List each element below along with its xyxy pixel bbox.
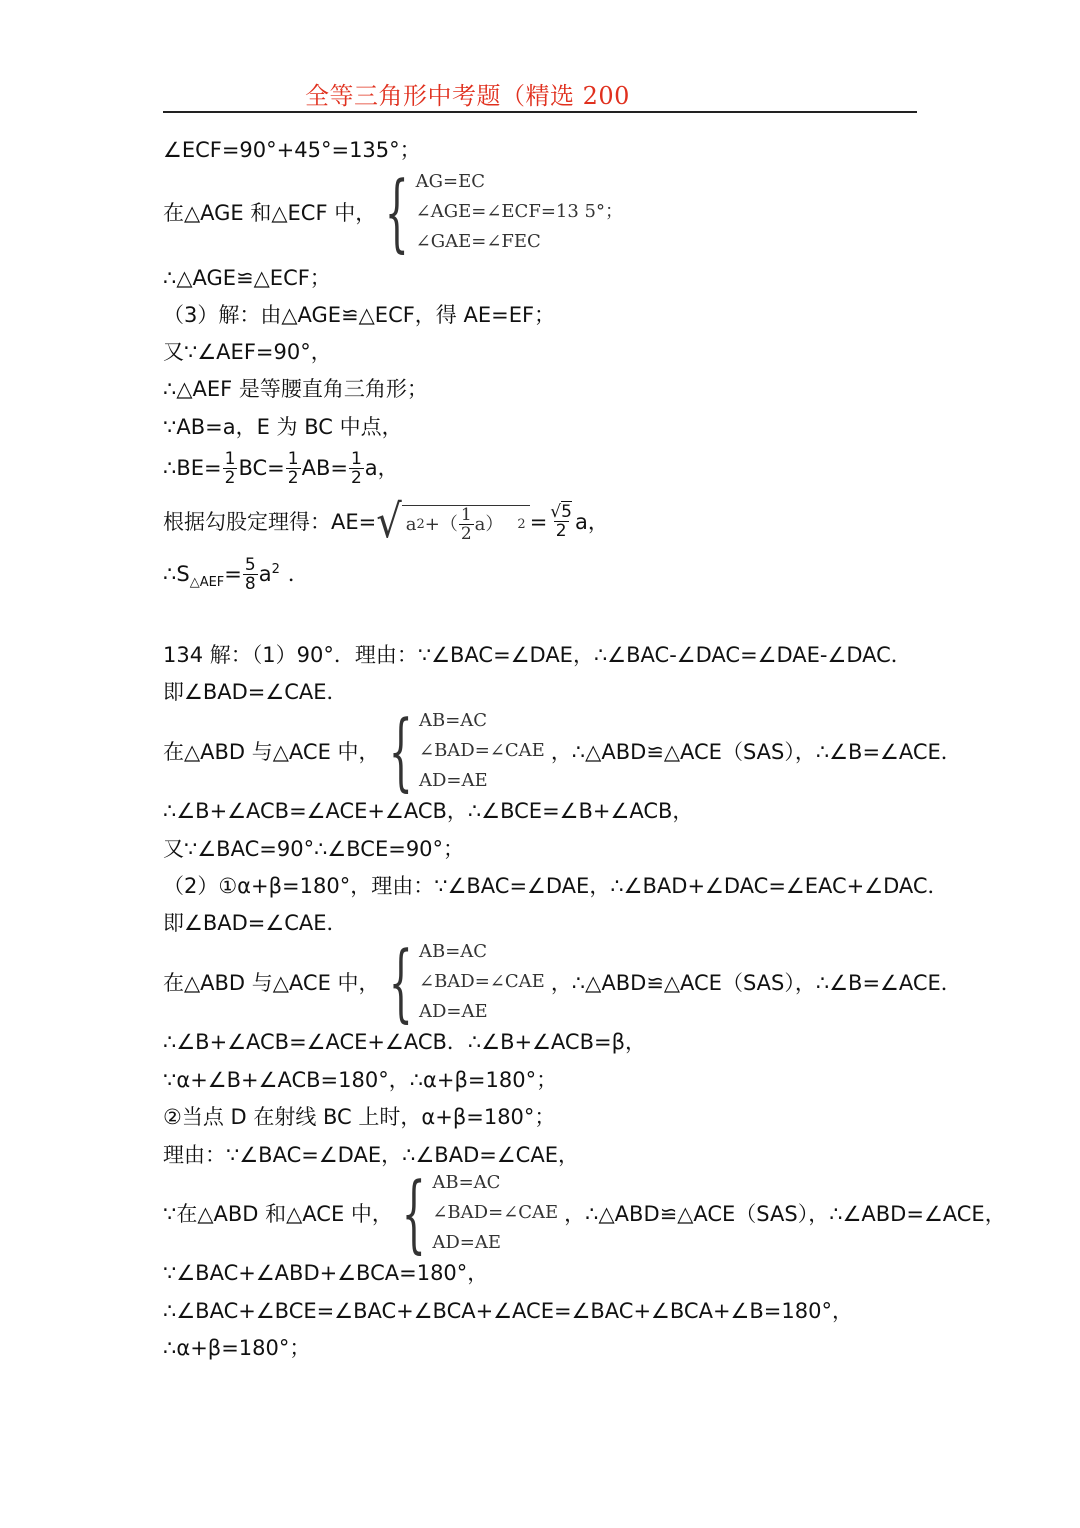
equation-system <box>397 1164 559 1262</box>
equation-list <box>416 167 623 257</box>
fraction <box>223 451 238 487</box>
text-fragment: a， <box>364 456 399 480</box>
text-fragment: ，∴△ABD≌△ACE（SAS），∴∠ABD=∠ACE， <box>564 1202 1006 1226</box>
denominator: 2 <box>350 468 362 488</box>
radical-line <box>163 494 609 550</box>
text-fragment: +（ <box>424 514 458 535</box>
equation-item: ∠AGE=∠ECF=13 5°； <box>415 201 623 222</box>
radical-icon: √ <box>376 495 402 549</box>
numerator: 1 <box>287 449 299 469</box>
equation-item: AB=AC <box>418 941 488 962</box>
numerator: 1 <box>350 449 362 469</box>
text-line: ∵α+∠B+∠ACB=180°，∴α+β=180°； <box>163 1068 558 1092</box>
header-divider <box>163 111 917 113</box>
text-fragment: 根据勾股定理得：AE= <box>163 510 377 534</box>
text-fragment: ∵在△ABD 和△ACE 中， <box>163 1202 393 1226</box>
denominator: 2 <box>224 468 236 488</box>
fraction <box>548 504 574 540</box>
text-line: ∴∠B+∠ACB=∠ACE+∠ACB，∴∠BCE=∠B+∠ACB， <box>163 799 694 823</box>
equation-item: ∠BAD=∠CAE <box>432 1202 559 1223</box>
fraction <box>349 451 364 487</box>
text-fragment: ∴S <box>163 562 190 586</box>
text-line: ∴△AGE≌△ECF； <box>163 266 331 290</box>
denominator: 2 <box>555 521 567 541</box>
text-line: ∵∠BAC+∠ABD+∠BCA=180°， <box>163 1261 489 1285</box>
equation-item: AB=AC <box>418 710 488 731</box>
equation-list <box>419 706 545 796</box>
equation-list <box>432 1168 558 1258</box>
text-fragment: = <box>224 562 242 586</box>
equation-item: ∠BAD=∠CAE <box>418 740 545 761</box>
text-line: ∠ECF=90°+45°=135°； <box>163 138 421 162</box>
text-fragment: 在△AGE 和△ECF 中， <box>163 201 377 225</box>
fraction <box>286 451 301 487</box>
equation-item: ∠GAE=∠FEC <box>415 231 541 252</box>
text-line: ②当点 D 在射线 BC 上时，α+β=180°； <box>163 1105 556 1129</box>
numerator: 1 <box>460 505 472 525</box>
equation-item: AD=AE <box>418 1001 488 1022</box>
text-fragment: BC= <box>238 456 285 480</box>
numerator: 5 <box>244 555 256 575</box>
fraction <box>459 507 474 543</box>
fraction-line <box>163 446 399 490</box>
text-line: ∴∠BAC+∠BCE=∠BAC+∠BCA+∠ACE=∠BAC+∠BCA+∠B=180°， <box>163 1299 853 1323</box>
text-fragment: ∴BE= <box>163 456 222 480</box>
text-line: 即∠BAD=∠CAE． <box>163 680 348 704</box>
equation-system-line <box>163 1165 1006 1261</box>
text-fragment: ，∴△ABD≌△ACE（SAS），∴∠B=∠ACE． <box>550 740 962 764</box>
text-fragment: = <box>529 510 548 534</box>
text-fragment: AB= <box>301 456 348 480</box>
text-fragment: ，∴△ABD≌△ACE（SAS），∴∠B=∠ACE． <box>550 971 962 995</box>
equation-system <box>384 702 545 800</box>
equation-item: AB=AC <box>432 1172 501 1193</box>
radicand: a 2 +（ $\frac{1}{2}$ a） 2 <box>402 505 530 542</box>
fraction <box>243 557 258 593</box>
area-line <box>163 552 309 596</box>
text-line: 理由：∵∠BAC=∠DAE，∴∠BAD=∠CAE， <box>163 1143 579 1167</box>
left-brace-icon: { <box>401 1164 426 1262</box>
text-fragment: a <box>258 562 272 586</box>
exponent: 2 <box>271 562 280 577</box>
denominator: 2 <box>287 468 299 488</box>
subscript: △AEF <box>189 575 225 591</box>
document-header-title: 全等三角形中考题（精选 200 <box>305 82 630 110</box>
equation-item: AG=EC <box>415 171 486 192</box>
text-fragment: a） <box>474 514 504 535</box>
numerator: 1 <box>224 449 236 469</box>
text-line: ∴△AEF 是等腰直角三角形； <box>163 377 428 401</box>
equation-system-line <box>163 164 629 260</box>
left-brace-icon: { <box>384 163 409 261</box>
text-line: ∴α+β=180°； <box>163 1336 311 1360</box>
text-line: ∵AB=a，E 为 BC 中点， <box>163 415 403 439</box>
text-fragment: ． <box>287 562 309 586</box>
left-brace-icon: { <box>388 933 413 1031</box>
equation-item: ∠BAD=∠CAE <box>418 971 545 992</box>
left-brace-icon: { <box>388 702 413 800</box>
equation-system <box>384 933 545 1031</box>
text-line: 又∵∠AEF=90°， <box>163 340 332 364</box>
text-line: ∴∠B+∠ACB=∠ACE+∠ACB．∴∠B+∠ACB=β， <box>163 1030 646 1054</box>
text-fragment: 在△ABD 与△ACE 中， <box>163 740 380 764</box>
denominator: 8 <box>244 574 256 594</box>
denominator: 2 <box>460 524 472 544</box>
equation-item: AD=AE <box>418 770 488 791</box>
text-line: 即∠BAD=∠CAE． <box>163 911 348 935</box>
text-fragment: 在△ABD 与△ACE 中， <box>163 971 380 995</box>
text-line: （3）解：由△AGE≌△ECF，得 AE=EF； <box>163 303 556 327</box>
square-root <box>376 495 529 549</box>
equation-system <box>380 163 623 261</box>
text-fragment: a <box>405 514 417 535</box>
numerator: √5 <box>550 502 572 522</box>
text-line: 134 解：（1）90°．理由：∵∠BAC=∠DAE，∴∠BAC-∠DAC=∠DAE-∠DAC． <box>163 643 912 667</box>
equation-system-line <box>163 703 962 799</box>
text-fragment: a， <box>574 510 609 534</box>
equation-item: AD=AE <box>432 1232 501 1253</box>
equation-list <box>419 937 545 1027</box>
radicand-value: 5 <box>561 502 572 522</box>
equation-system-line <box>163 934 962 1030</box>
text-line: （2）①α+β=180°，理由：∵∠BAC=∠DAE，∴∠BAD+∠DAC=∠EAC+∠DAC． <box>163 874 949 898</box>
text-line: 又∵∠BAC=90°∴∠BCE=90°； <box>163 837 465 861</box>
